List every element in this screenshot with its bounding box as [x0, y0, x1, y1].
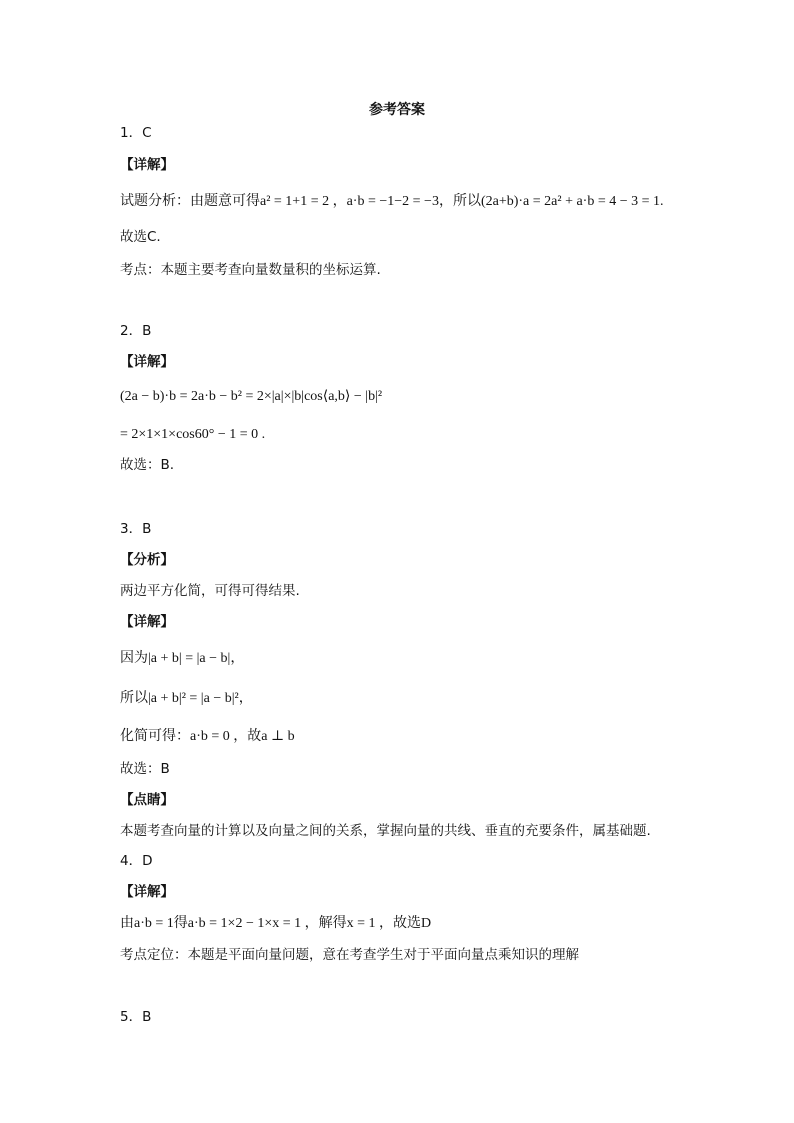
answer-number: 5．B: [120, 1009, 152, 1025]
section-heading: 【点睛】: [120, 792, 174, 808]
answer-number: 4．D: [120, 853, 153, 869]
solution-line: = 2×1×1×cos60° − 1 = 0 .: [120, 427, 266, 442]
solution-line: 化简可得：a·b = 0 ，故a ⊥ b: [120, 729, 295, 744]
comment-line: 本题考查向量的计算以及向量之间的关系，掌握向量的共线、垂直的充要条件，属基础题.: [120, 823, 651, 839]
knowledge-point-line: 考点：本题主要考查向量数量积的坐标运算.: [120, 262, 381, 278]
section-heading: 【详解】: [120, 157, 174, 173]
solution-line: 因为|a + b| = |a − b|，: [120, 651, 245, 666]
conclusion-line: 故选C.: [120, 229, 161, 245]
solution-line: 试题分析：由题意可得a² = 1+1 = 2 ，a·b = −1−2 = −3，所以(2a+b)·a = 2a² + a·b = 4 − 3 = 1.: [120, 194, 664, 209]
section-heading: 【详解】: [120, 354, 174, 370]
analysis-line: 两边平方化简，可得可得结果.: [120, 583, 300, 599]
answer-number: 3．B: [120, 521, 152, 537]
knowledge-point-line: 考点定位：本题是平面向量问题，意在考查学生对于平面向量点乘知识的理解: [120, 947, 579, 963]
conclusion-line: 故选：B.: [120, 457, 175, 473]
solution-line: 所以|a + b|² = |a − b|²，: [120, 691, 253, 706]
section-heading: 【详解】: [120, 614, 174, 630]
section-heading: 【详解】: [120, 884, 174, 900]
answer-number: 2．B: [120, 323, 152, 339]
conclusion-line: 故选：B: [120, 761, 170, 777]
solution-line: (2a − b)·b = 2a·b − b² = 2×|a|×|b|cos⟨a,b⟩ − |b|²: [120, 389, 383, 404]
page-title: 参考答案: [369, 102, 425, 118]
section-heading: 【分析】: [120, 552, 174, 568]
answer-number: 1．C: [120, 125, 152, 141]
solution-line: 由a·b = 1得a·b = 1×2 − 1×x = 1 ，解得x = 1 ，故选D: [120, 916, 432, 931]
